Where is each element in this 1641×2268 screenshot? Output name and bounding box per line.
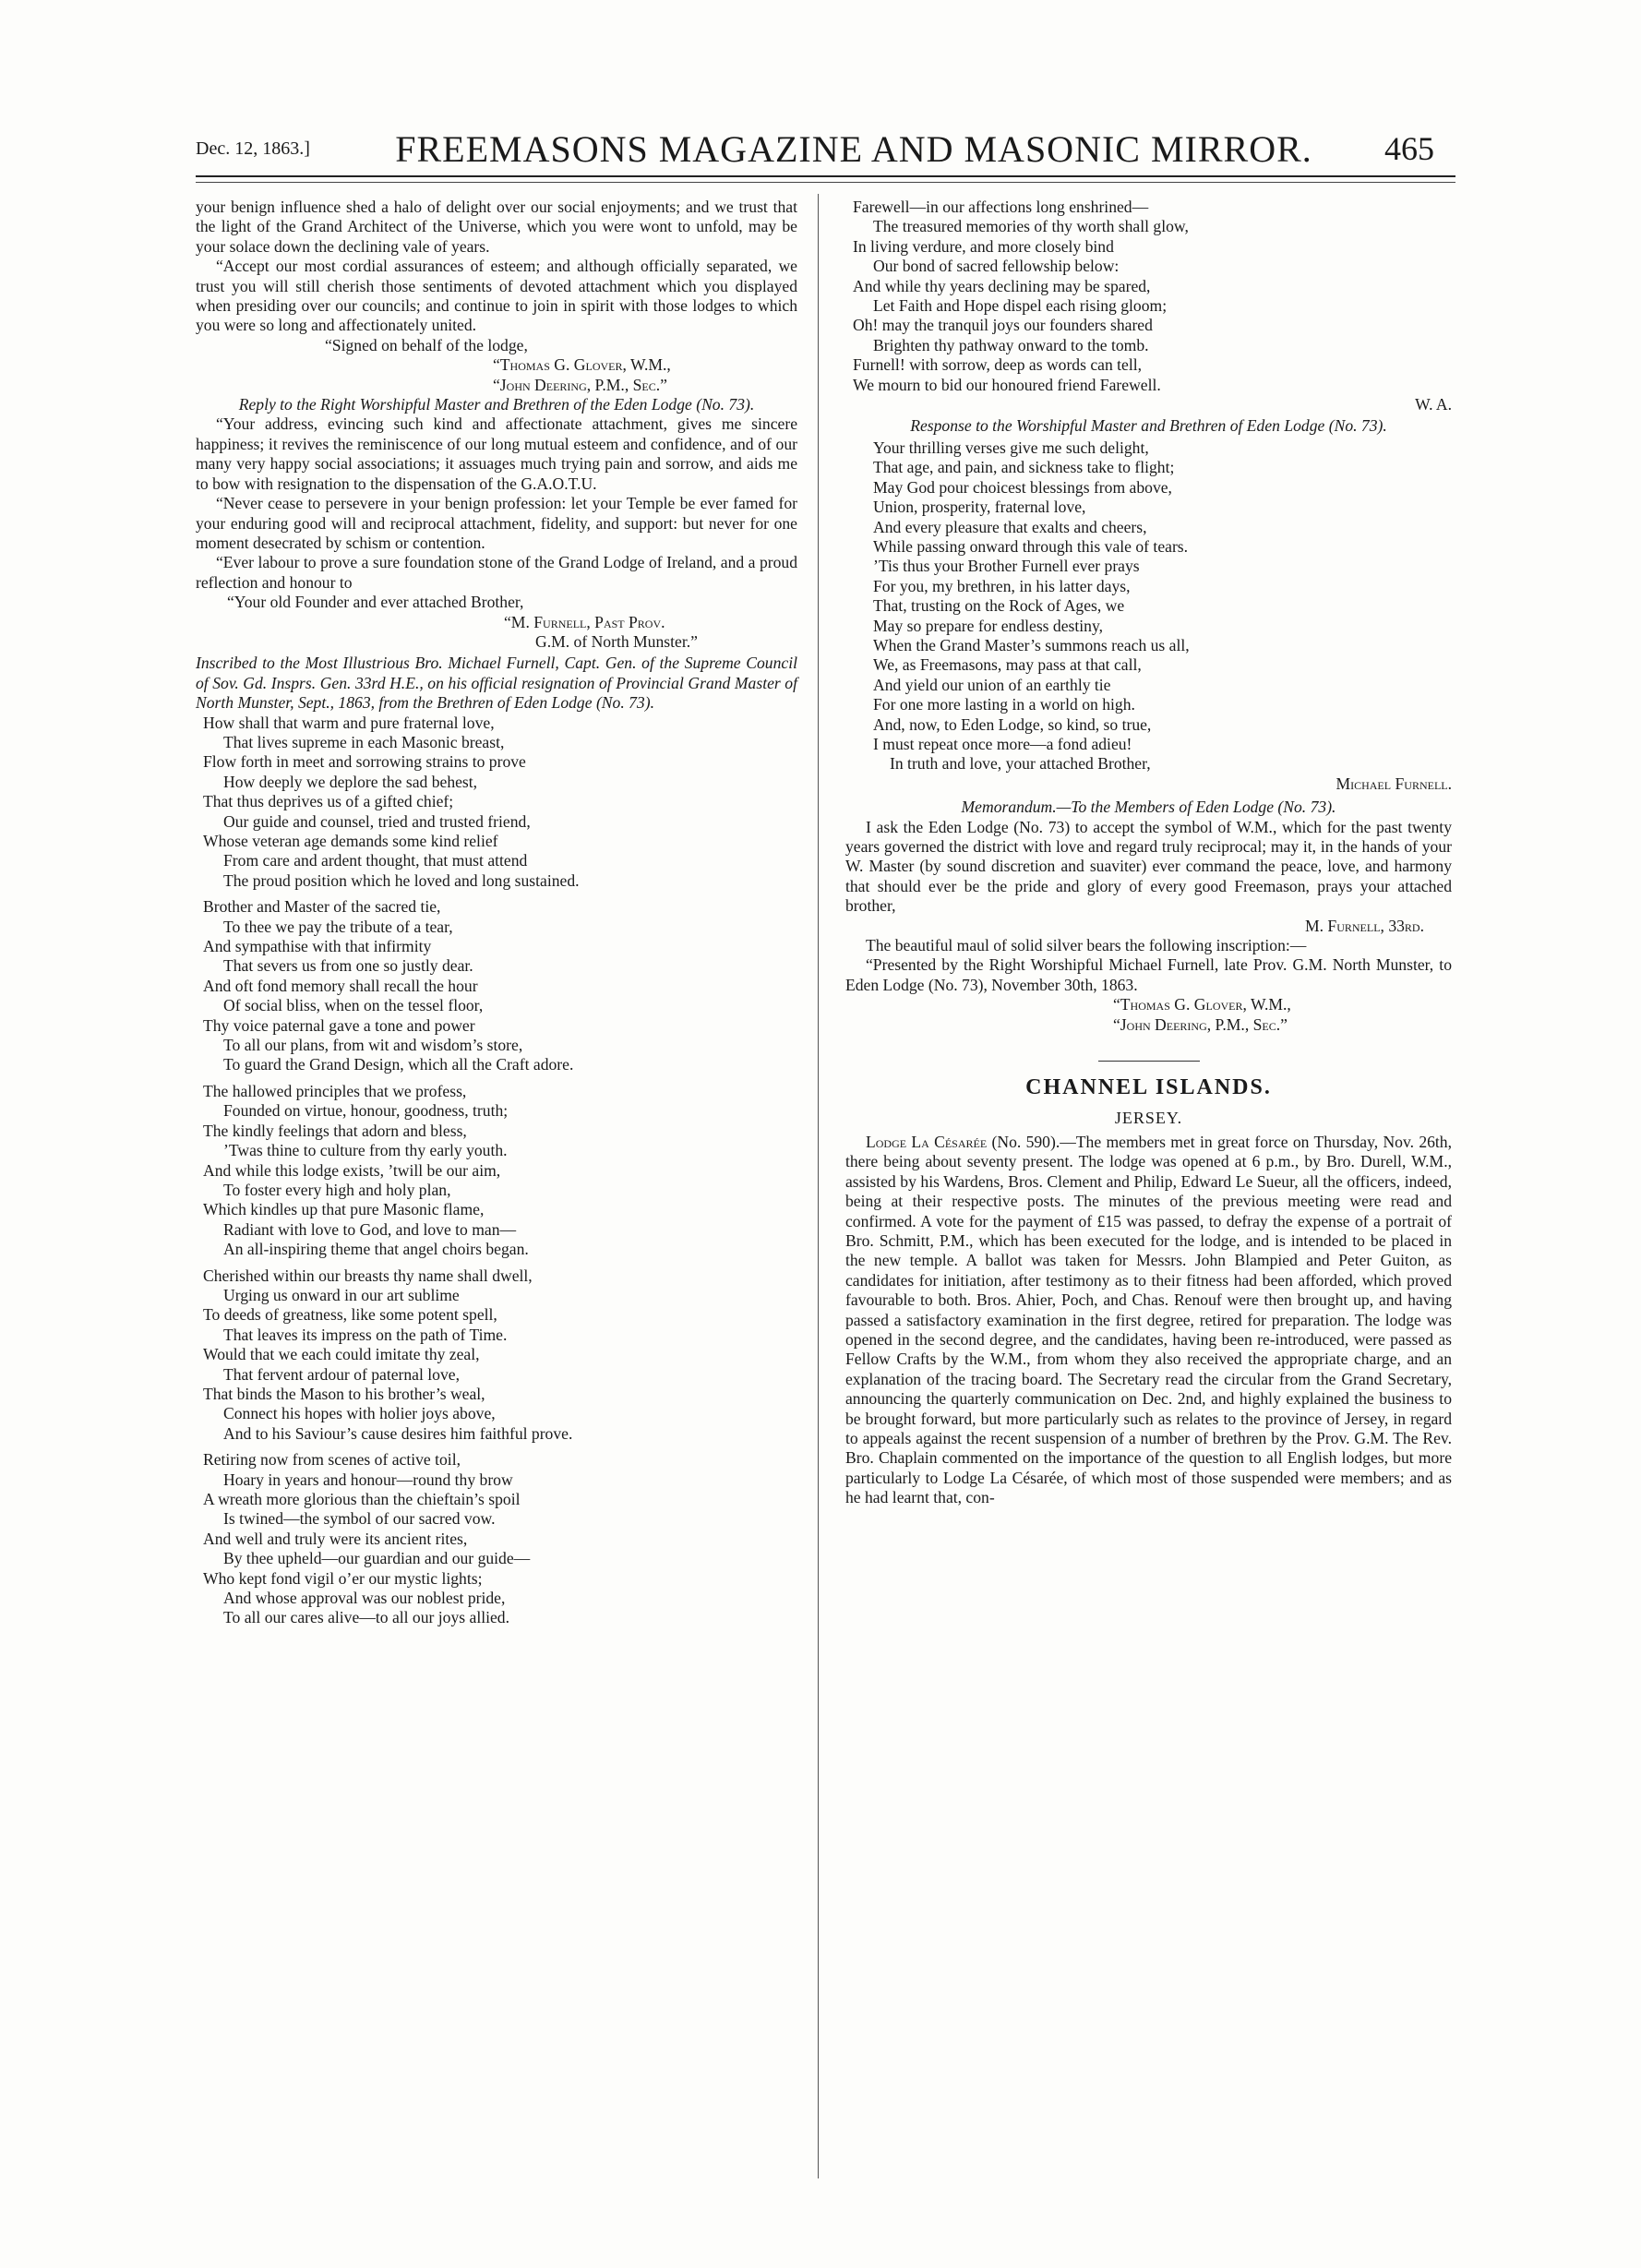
poem-line: Your thrilling verses give me such delight, — [873, 438, 1149, 457]
poem-line: And well and truly were its ancient rites, — [203, 1529, 468, 1548]
poem-line: And while this lodge exists, ’twill be our aim, — [203, 1160, 501, 1180]
poem-line: That leaves its impress on the path of Time. — [223, 1325, 508, 1344]
poem-line: From care and ardent thought, that must attend — [223, 851, 528, 870]
response-verse — [845, 438, 1452, 774]
poem-line: Urging us onward in our art sublime — [223, 1285, 460, 1304]
column-divider — [818, 194, 819, 2178]
poem-line: To thee we pay the tribute of a tear, — [223, 917, 453, 936]
poem-line: The hallowed principles that we profess, — [203, 1081, 467, 1100]
poem-line: That lives supreme in each Masonic breast, — [223, 732, 505, 751]
signature-line — [196, 376, 797, 395]
poem-line: In living verdure, and more closely bind — [853, 236, 1114, 256]
poem-line: And whose approval was our noblest pride, — [223, 1589, 506, 1608]
poem-line: Hoary in years and honour—round thy brow — [223, 1470, 513, 1489]
poem-line: And yield our union of an earthly tie — [873, 675, 1111, 694]
verse-signature: W. A. — [1415, 395, 1452, 414]
signature-line: G.M. of North Munster.” — [535, 631, 698, 651]
signature-line: “Signed on behalf of the lodge, — [325, 335, 528, 354]
signature-line — [845, 1015, 1452, 1035]
poem-line: For one more lasting in a world on high. — [873, 695, 1135, 714]
reply-paragraph: “Never cease to persevere in your benign profession: let your Temple be ever famed for your enduring good will and reciprocal attachment, fidelity, and support: but never for one moment desecrated by schism or contention. — [196, 494, 797, 552]
poem-line: To guard the Grand Design, which all the Craft adore. — [223, 1055, 574, 1074]
section-divider — [1098, 1061, 1200, 1062]
maul-text: The beautiful maul of solid silver bears the following inscription:— — [866, 936, 1307, 955]
poem — [196, 714, 797, 1628]
poem-line: Founded on virtue, honour, goodness, truth; — [223, 1101, 509, 1121]
poem-line: And every pleasure that exalts and cheers, — [873, 517, 1147, 536]
poem-line: Connect his hopes with holier joys above, — [223, 1404, 496, 1423]
page-number: 465 — [1384, 130, 1434, 167]
lodge-report — [845, 1133, 1452, 1508]
poem-line: Brighten thy pathway onward to the tomb. — [873, 335, 1149, 354]
poem-line: Which kindles up that pure Masonic flame, — [203, 1200, 485, 1219]
poem-line: A wreath more glorious than the chieftain’s spoil — [203, 1490, 521, 1508]
signature-line — [196, 355, 797, 375]
poem-line: That, trusting on the Rock of Ages, we — [873, 596, 1125, 616]
poem-line: In truth and love, your attached Brother, — [890, 754, 1151, 774]
poem-stanza — [196, 1450, 797, 1628]
poem-line: May so prepare for endless destiny, — [873, 616, 1104, 635]
poem-line: And to his Saviour’s cause desires him faithful prove. — [223, 1423, 573, 1443]
signature-line — [196, 613, 797, 632]
right-column — [845, 198, 1452, 1508]
poem-line: ’Twas thine to culture from thy early youth. — [223, 1141, 508, 1160]
poem-line: We, as Freemasons, may pass at that call, — [873, 655, 1142, 675]
poem-line: Thy voice paternal gave a tone and power — [203, 1015, 475, 1035]
poem-line: We mourn to bid our honoured friend Farewell. — [853, 375, 1161, 394]
farewell-verse — [845, 198, 1452, 414]
signatory-name: “Thomas G. Glover, W.M., — [1113, 995, 1291, 1014]
poem-dedication-heading: Inscribed to the Most Illustrious Bro. Michael Furnell, Capt. Gen. of the Supreme Council of Sov. Gd. Insprs. Gen. 33rd H.E., on his official resignation of Provincial Grand Master of North Munster, Sept., 1863, from the Brethren of Eden Lodge (No. 73). — [196, 654, 797, 713]
poem-line: The kindly feelings that adorn and bless, — [203, 1121, 467, 1140]
poem-line: How deeply we deplore the sad behest, — [223, 772, 478, 791]
issue-date: Dec. 12, 1863.] — [196, 138, 310, 159]
reply-paragraph: “Your address, evincing such kind and affectionate attachment, gives me sincere happiness; it revives the reminiscence of our long mutual esteem and confidence, and of our many very happy social associations; it assuages much trying pain and sorrow, and aids me to bow with resignation to the dispensation of the G.A.O.T.U. — [196, 414, 797, 493]
poem-line: To deeds of greatness, like some potent spell, — [203, 1305, 497, 1325]
poem-line: Our bond of sacred fellowship below: — [873, 257, 1120, 276]
poem-line: Retiring now from scenes of active toil, — [203, 1450, 461, 1470]
signatory-name: “Thomas G. Glover, W.M., — [493, 355, 671, 375]
poem-line: That age, and pain, and sickness take to flight; — [873, 458, 1175, 477]
poem-stanza — [196, 714, 797, 892]
closing-line: “Your old Founder and ever attached Brother, — [227, 593, 524, 612]
poem-line: That severs us from one so justly dear. — [223, 956, 473, 976]
poem-line: Would that we each could imitate thy zeal, — [203, 1345, 480, 1364]
poem-line: And, now, to Eden Lodge, so kind, so true, — [873, 714, 1152, 734]
poem-line: To all our cares alive—to all our joys allied. — [223, 1608, 509, 1627]
address-paragraph: “Accept our most cordial assurances of esteem; and although officially separated, we trust you will still cherish those sentiments of devoted attachment which you displayed when presiding over our councils; and continue to join in spirit with those lodges to which you were so long and affectionately united. — [196, 257, 797, 335]
poem-line: Oh! may the tranquil joys our founders shared — [853, 316, 1153, 335]
section-heading: CHANNEL ISLANDS. — [1025, 1075, 1272, 1100]
signatory-name: “M. Furnell, Past Prov. — [504, 612, 665, 631]
poem-line: Farewell—in our affections long enshrined— — [853, 198, 1149, 216]
header-rule — [196, 175, 1455, 177]
poem-line: Radiant with love to God, and love to man— — [223, 1219, 517, 1239]
header-rule-thin — [196, 182, 1455, 183]
inscription-text: “Presented by the Right Worshipful Michael Furnell, late Prov. G.M. North Munster, to Eden Lodge (No. 73), November 30th, 1863. — [845, 955, 1452, 994]
poem-line: That thus deprives us of a gifted chief; — [203, 792, 454, 811]
poem-line: Whose veteran age demands some kind relief — [203, 832, 498, 850]
poem-line: Who kept fond vigil o’er our mystic lights; — [203, 1568, 483, 1588]
poem-line: Cherished within our breasts thy name shall dwell, — [203, 1266, 533, 1285]
poem-line: To foster every high and holy plan, — [223, 1180, 451, 1199]
subsection-heading: JERSEY. — [1114, 1109, 1183, 1128]
poem-line: Union, prosperity, fraternal love, — [873, 498, 1086, 517]
poem-stanza — [196, 1082, 797, 1260]
poem-line: Our guide and counsel, tried and trusted friend, — [223, 811, 531, 831]
poem-line: And oft fond memory shall recall the hour — [203, 976, 478, 995]
reply-heading: Reply to the Right Worshipful Master and Brethren of the Eden Lodge (No. 73). — [238, 395, 755, 414]
poem-line: When the Grand Master’s summons reach us all, — [873, 635, 1190, 654]
poem-line: To all our plans, from wit and wisdom’s store, — [223, 1036, 523, 1055]
memorandum-signature: M. Furnell, 33rd. — [1304, 916, 1424, 935]
poem-line: And while thy years declining may be spared, — [853, 276, 1151, 295]
address-paragraph: your benign influence shed a halo of delight over our social enjoyments; and we trust that the light of the Grand Architect of the Universe, which you were wont to unfold, may be your solace down the declining vale of years. — [196, 198, 797, 256]
poem-line: Furnell! with sorrow, deep as words can tell, — [853, 355, 1143, 375]
poem-line: That binds the Mason to his brother’s weal, — [203, 1384, 485, 1403]
response-heading: Response to the Worshipful Master and Brethren of Eden Lodge (No. 73). — [910, 416, 1387, 436]
poem-line: While passing onward through this vale of tears. — [873, 536, 1189, 556]
poem-line: For you, my brethren, in his latter days, — [873, 576, 1131, 595]
poem-line: By thee upheld—our guardian and our guide— — [223, 1549, 531, 1568]
poem-line: Of social bliss, when on the tessel floor, — [223, 996, 484, 1015]
poem-line: I must repeat once more—a fond adieu! — [873, 734, 1132, 753]
signatory-name: “John Deering, P.M., Sec.” — [1113, 1014, 1288, 1034]
masthead-title: FREEMASONS MAGAZINE AND MASONIC MIRROR. — [395, 128, 1312, 170]
poem-stanza — [196, 897, 797, 1075]
poem-line: ’Tis thus your Brother Furnell ever prays — [873, 557, 1140, 576]
poem-line: And sympathise with that infirmity — [203, 937, 432, 956]
signature-line — [845, 995, 1452, 1014]
poem-line: Let Faith and Hope dispel each rising gloom; — [873, 296, 1168, 316]
poem-line: The treasured memories of thy worth shall glow, — [873, 217, 1189, 236]
memorandum-text: I ask the Eden Lodge (No. 73) to accept the symbol of W.M., which for the past twenty years governed the district with love and regard truly reciprocal; may it, in the hands of your W. Master (by sound discretion and suaviter) ever command the peace, love, and harmony that should ever be the pride and glory of every good Freemason, prays your attached brother, — [845, 817, 1452, 916]
lodge-report-text: (No. 590).—The members met in great force on Thursday, Nov. 26th, there being about seventy present. The lodge was opened at 6 p.m., by Bro. Durell, W.M., assisted by his Wardens, Bros. Clement and Philip, Edward Le Sueur, all the officers, indeed, being at their respective posts. The minutes of the previous meeting were read and confirmed. A vote for the payment of £15 was passed, to defray the expense of a portrait of Bro. Schmitt, P.M., which has been executed for the lodge, and is intended to be placed in the new temple. A ballot was taken for Messrs. John Blampied and Peter Guiton, as candidates for initiation, after testimony as to their fitness had been afforded, which proved favourable to both. Bros. Ahier, Poch, and Chas. Renouf were then brought up, and having passed a satisfactory examination in the first degree, retired for preparation. The lodge was opened in the second degree, and the candidates, having been re-introduced, were passed as Fellow Crafts by the W.M., from whom they also received the appropriate charge, and an explanation of the tracing board. The Secretary read the circular from the Grand Secretary, announcing the quarterly communication on Dec. 2nd, and highly explained the business to be brought forward, but more particularly such as relates to the province of Jersey, in regard to appeals against the recent suspension of a number of brethren by the Prov. G.M. The Rev. Bro. Chaplain commented on the importance of the question to all English lodges, but more particularly to Lodge La Césarée, of which most of those suspended were members; and as he had learnt that, con- — [845, 1132, 1453, 1507]
poem-line: An all-inspiring theme that angel choirs began. — [223, 1240, 529, 1259]
poem-stanza — [196, 1266, 797, 1445]
left-column — [196, 198, 797, 1635]
memorandum-heading: Memorandum.—To the Members of Eden Lodge (No. 73). — [961, 798, 1336, 817]
poem-line: How shall that warm and pure fraternal love, — [203, 713, 495, 732]
poem-line: Brother and Master of the sacred tie, — [203, 897, 441, 917]
poem-line: That fervent ardour of paternal love, — [223, 1364, 460, 1384]
signatory-name: “John Deering, P.M., Sec.” — [493, 375, 667, 394]
poem-line: Is twined—the symbol of our sacred vow. — [223, 1509, 496, 1529]
reply-paragraph: “Ever labour to prove a sure foundation stone of the Grand Lodge of Ireland, and a proud reflection and honour to — [196, 553, 797, 592]
lodge-name: Lodge La Césarée — [866, 1132, 988, 1151]
poem-line: May God pour choicest blessings from above, — [873, 477, 1172, 497]
poem-line: Flow forth in meet and sorrowing strains to prove — [203, 752, 526, 772]
verse-signature: Michael Furnell. — [1336, 774, 1452, 793]
poem-line: The proud position which he loved and long sustained. — [223, 870, 580, 890]
